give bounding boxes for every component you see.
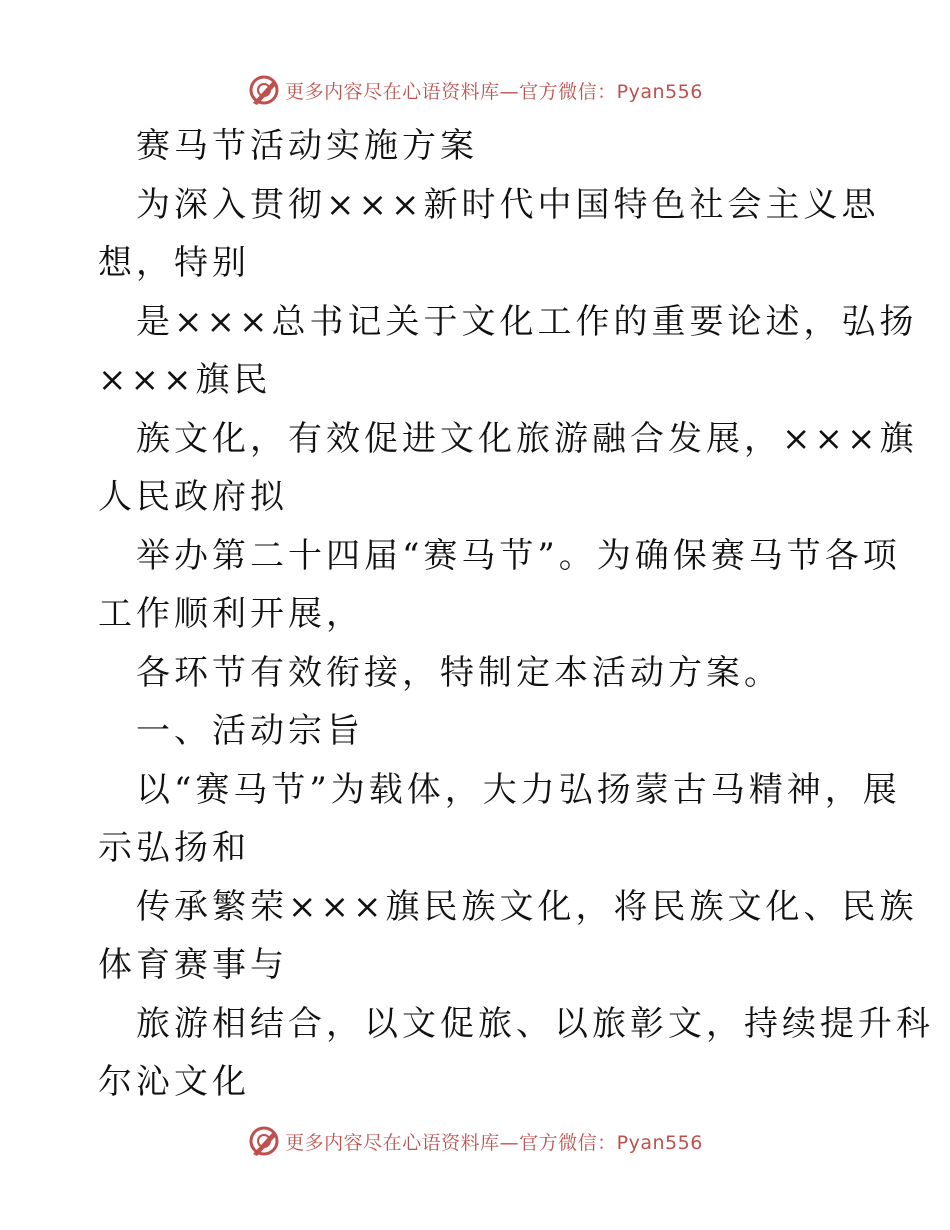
paragraph-line: 体育赛事与 (98, 945, 288, 985)
paragraph-line: 人民政府拟 (98, 477, 288, 517)
paragraph-line: 传承繁荣×××旗民族文化，将民族文化、民族 (136, 887, 918, 927)
paragraph-line: 示弘扬和 (98, 828, 250, 868)
paragraph-line: 以“赛马节”为载体，大力弘扬蒙古马精神，展 (136, 770, 901, 810)
watermark-text: 更多内容尽在心语资料库—官方微信：Pyan556 (285, 1131, 703, 1154)
paragraph-line: 工作顺利开展， (98, 594, 364, 634)
paragraph-line: 举办第二十四届“赛马节”。为确保赛马节各项 (136, 536, 901, 576)
section-heading: 一、活动宗旨 (136, 711, 364, 751)
watermark-text: 更多内容尽在心语资料库—官方微信：Pyan556 (285, 80, 703, 103)
paragraph-line: 族文化，有效促进文化旅游融合发展，×××旗 (136, 419, 918, 459)
paragraph-line: 尔沁文化 (98, 1062, 250, 1102)
paragraph-line: 各环节有效衔接，特制定本活动方案。 (136, 653, 782, 693)
paragraph-line: 旅游相结合，以文促旅、以旅彰文，持续提升科 (136, 1004, 934, 1044)
red-pen-circle-logo-icon (247, 1124, 281, 1158)
paragraph-line: 为深入贯彻×××新时代中国特色社会主义思 (136, 185, 880, 225)
paragraph-line: 是×××总书记关于文化工作的重要论述，弘扬 (136, 302, 918, 342)
paragraph-line: 想，特别 (98, 243, 250, 283)
footer-watermark (0, 1121, 950, 1161)
document-title: 赛马节活动实施方案 (136, 126, 478, 166)
paragraph-line: ×××旗民 (98, 360, 272, 400)
